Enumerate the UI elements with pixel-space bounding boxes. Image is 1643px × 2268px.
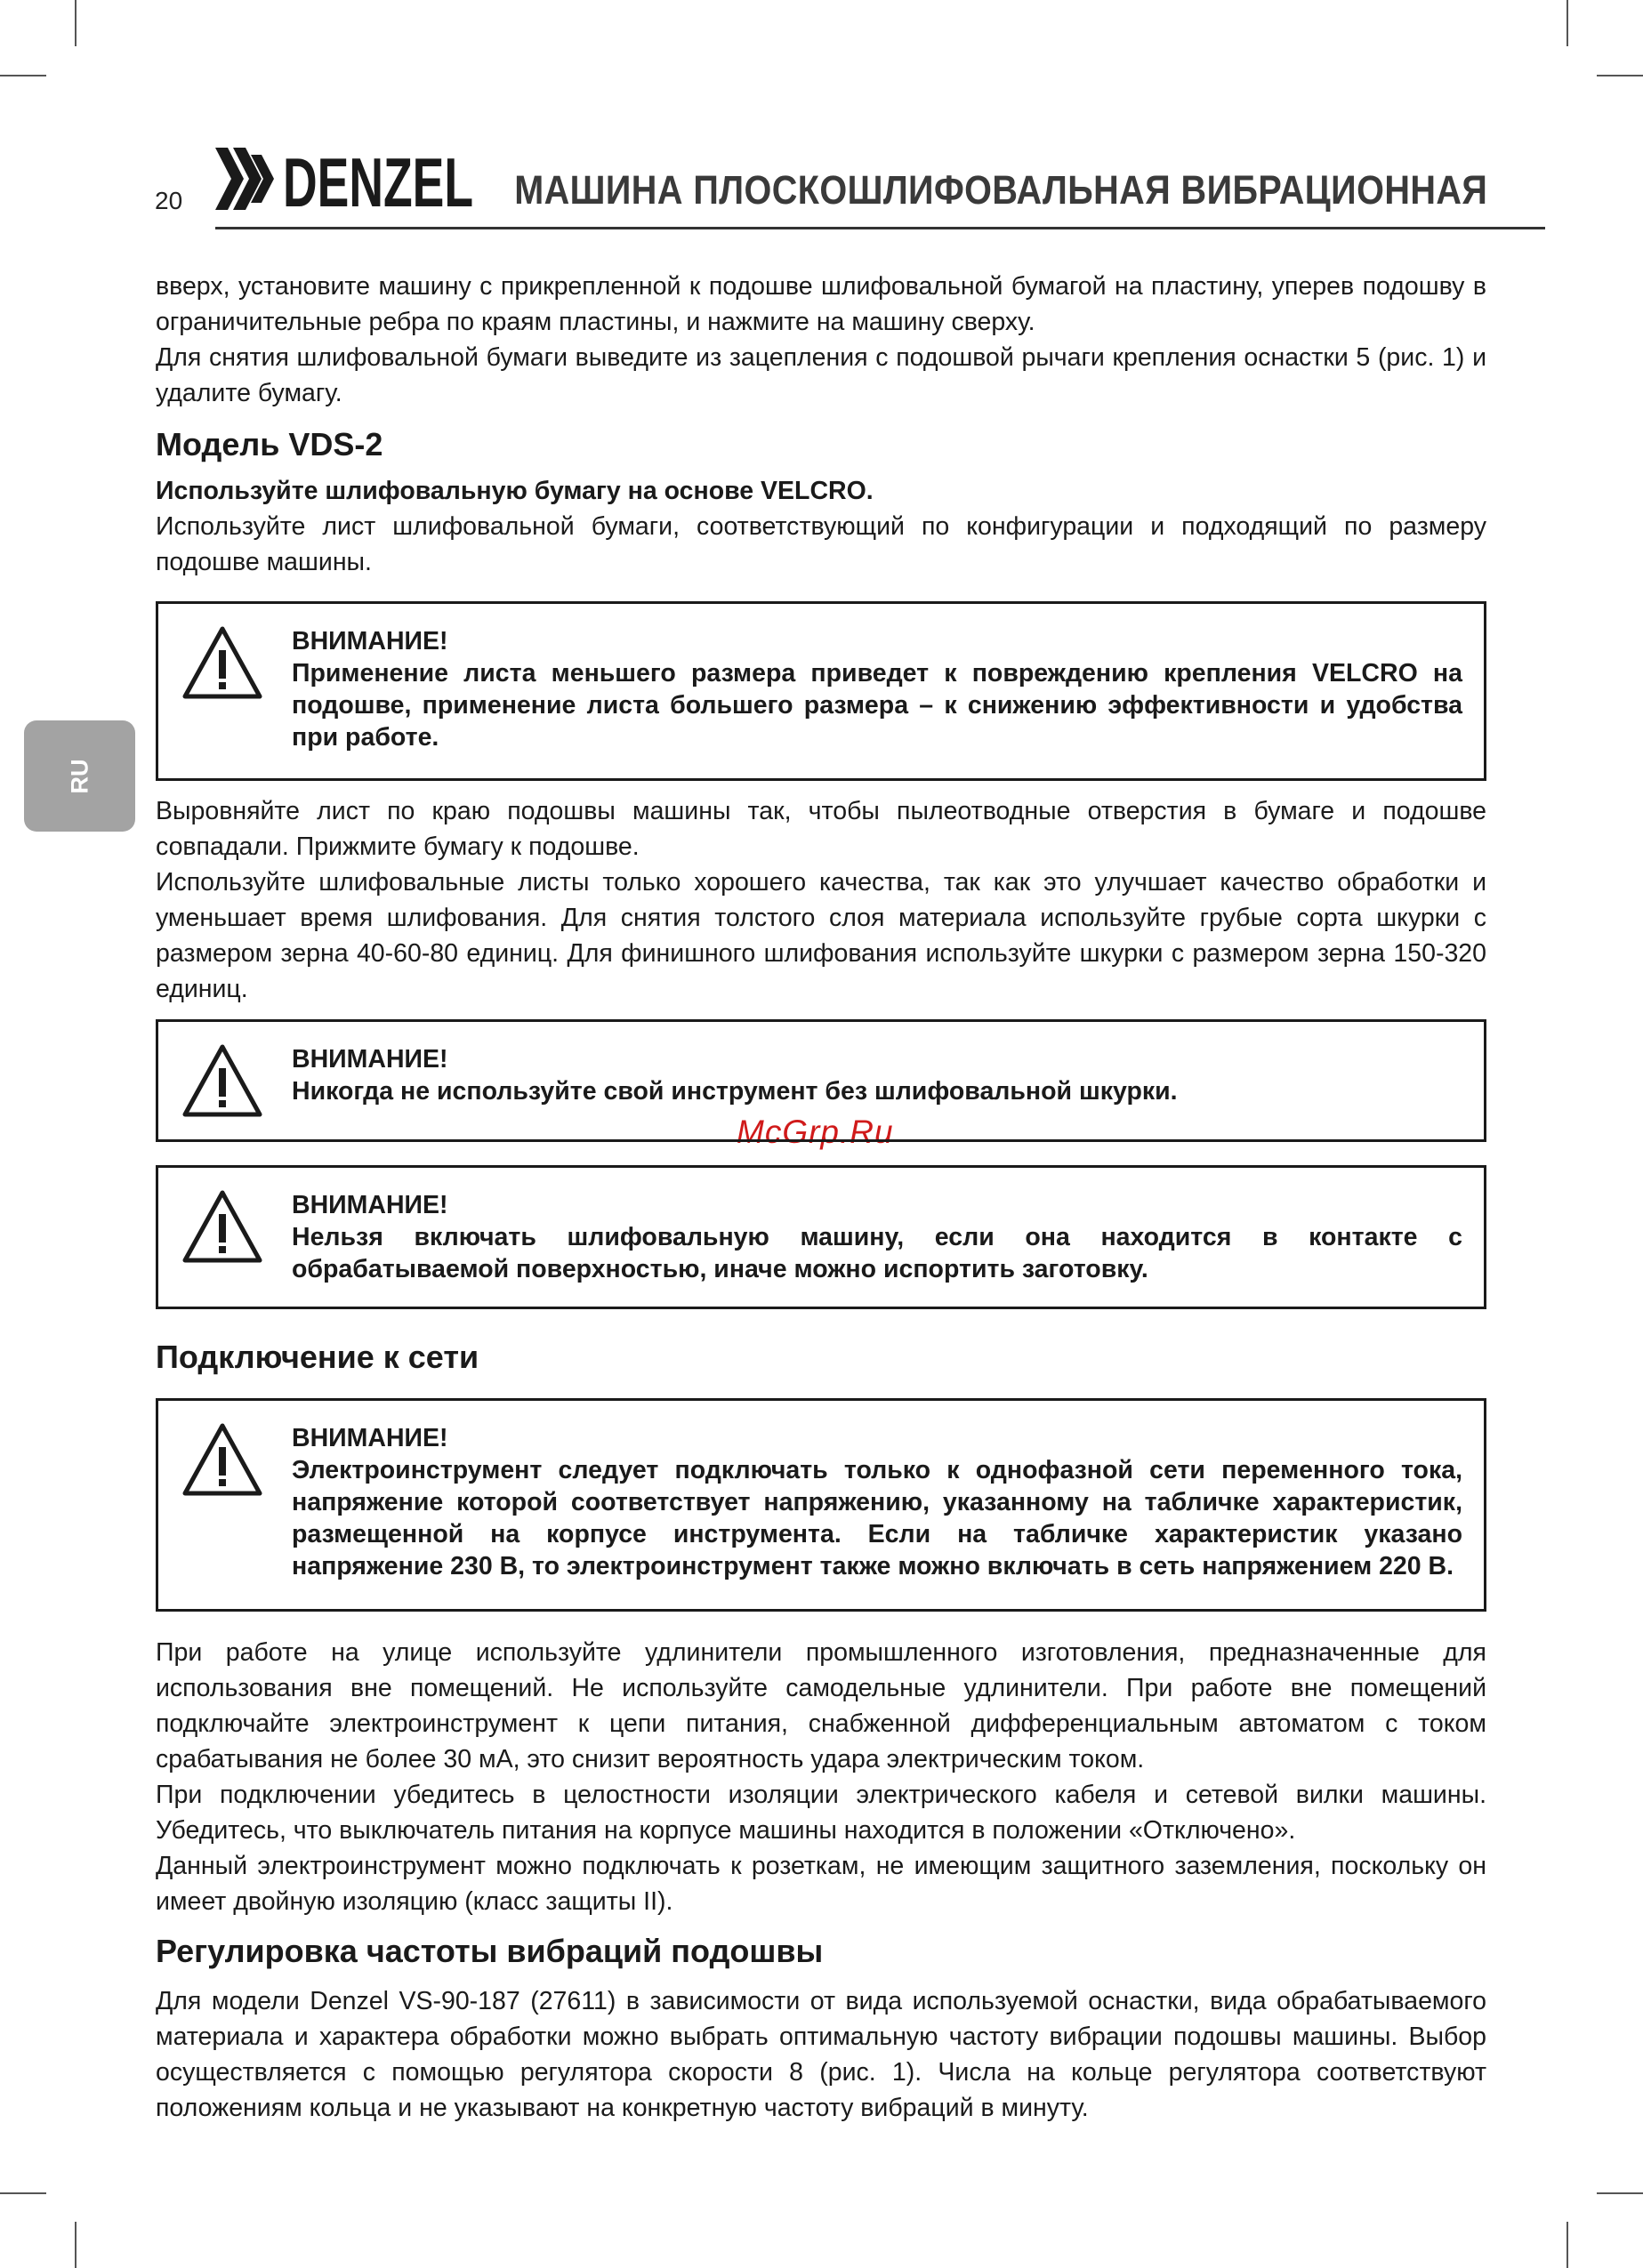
document-title: МАШИНА ПЛОСКОШЛИФОВАЛЬНАЯ ВИБРАЦИОННАЯ [513, 167, 1487, 213]
paragraph: При работе на улице используйте удлинители промышленного изготовления, предназначенные для использования вне помещений. Не используйте самодельные удлинители. При работе вне помещений подключайте электроинструмент к цепи питания, снабженной дифференциальным автоматом с током срабатывания не более 30 мА, это снизит вероятность удара электрическим током. [156, 1638, 1486, 1773]
crop-mark [0, 75, 46, 76]
section-heading: Модель VDS-2 [156, 426, 383, 462]
paragraph: Данный электроинструмент можно подключать к розеткам, не имеющим защитного заземления, поскольку он имеет двойную изоляцию (класс защиты II). [156, 1852, 1486, 1916]
warning-box [156, 1019, 1486, 1142]
paragraph: Используйте шлифовальные листы только хорошего качества, так как это улучшает качество обработки и уменьшает время шлифования. Для снятия толстого слоя материала используйте грубые сорта шкурки с размером зерна 40-60-80 единиц. Для финишного шлифования используйте шкурки с размером зерна 150-320 единиц. [156, 868, 1486, 1003]
language-tab [24, 720, 135, 832]
crop-mark [1566, 0, 1568, 46]
watermark: McGrp.Ru [737, 1114, 894, 1150]
warning-title: ВНИМАНИЕ! [292, 627, 448, 655]
paragraph-bold: Используйте шлифовальную бумагу на основе VELCRO. [156, 477, 874, 505]
warning-text: Никогда не используйте свой инструмент без шлифовальной шкурки. [292, 1077, 1178, 1106]
crop-mark [1566, 2222, 1568, 2268]
paragraph: вверх, установите машину с прикрепленной к подошве шлифовальной бумагой на пластину, уперев подошву в ограничительные ребра по краям пластины, и нажмите на машину сверху. [156, 272, 1486, 336]
warning-title: ВНИМАНИЕ! [292, 1424, 448, 1452]
svg-text:DENZEL: DENZEL [283, 143, 473, 221]
paragraph: Используйте лист шлифовальной бумаги, соответствующий по конфигурации и подходящий по размеру подошве машины. [156, 512, 1486, 576]
main-content [156, 269, 1486, 2126]
language-tab-label: RU [66, 759, 93, 793]
paragraph: Выровняйте лист по краю подошвы машины так, чтобы пылеотводные отверстия в бумаге и подошве совпадали. Прижмите бумагу к подошве. [156, 797, 1486, 861]
section-heading: Регулировка частоты вибраций подошвы [156, 1933, 824, 1969]
crop-mark [75, 0, 77, 46]
paragraph: Для снятия шлифовальной бумаги выведите из зацепления с подошвой рычаги крепления оснастки 5 (рис. 1) и удалите бумагу. [156, 343, 1486, 407]
warning-box [156, 601, 1486, 781]
crop-mark [1597, 75, 1643, 76]
header-divider [215, 227, 1545, 229]
warning-icon [181, 625, 263, 700]
crop-mark [75, 2222, 77, 2268]
warning-icon [181, 1189, 263, 1264]
warning-box [156, 1165, 1486, 1309]
crop-mark [1597, 2192, 1643, 2194]
warning-icon [181, 1422, 263, 1497]
warning-title: ВНИМАНИЕ! [292, 1045, 448, 1074]
crop-mark [0, 2192, 46, 2194]
warning-icon [181, 1043, 263, 1118]
warning-box [156, 1398, 1486, 1612]
section-heading: Подключение к сети [156, 1339, 479, 1375]
paragraph: Для модели Denzel VS-90-187 (27611) в зависимости от вида используемой оснастки, вида обрабатываемого материала и характера обработки можно выбрать оптимальную частоту вибрации подошвы машины. Выбор осуществляется с помощью регулятора скорости 8 (рис. 1). Числа на кольце регулятора соответствуют положениям кольца и не указывают на конкретную частоту вибраций в минуту. [156, 1987, 1486, 2122]
warning-text: Нельзя включать шлифовальную машину, если она находится в контакте с обрабатываемой поверхностью, иначе можно испортить заготовку. [292, 1223, 1462, 1283]
warning-text: Электроинструмент следует подключать только к однофазной сети переменного тока, напряжение которой соответствует напряжению, указанному на табличке характеристик, размещенной на корпусе инструмента. Если на табличке характеристик указано напряжение 230 В, то электроинструмент также можно включать в сеть напряжением 220 В. [292, 1456, 1462, 1580]
warning-title: ВНИМАНИЕ! [292, 1191, 448, 1219]
warning-text: Применение листа меньшего размера приведет к повреждению крепления VELCRO на подошве, применение листа большего размера – к снижению эффективности и удобства при работе. [292, 659, 1462, 752]
denzel-logo [215, 142, 482, 221]
paragraph: При подключении убедитесь в целостности изоляции электрического кабеля и сетевой вилки машины. Убедитесь, что выключатель питания на корпусе машины находится в положении «Отключено». [156, 1781, 1486, 1845]
page-number: 20 [155, 187, 183, 214]
